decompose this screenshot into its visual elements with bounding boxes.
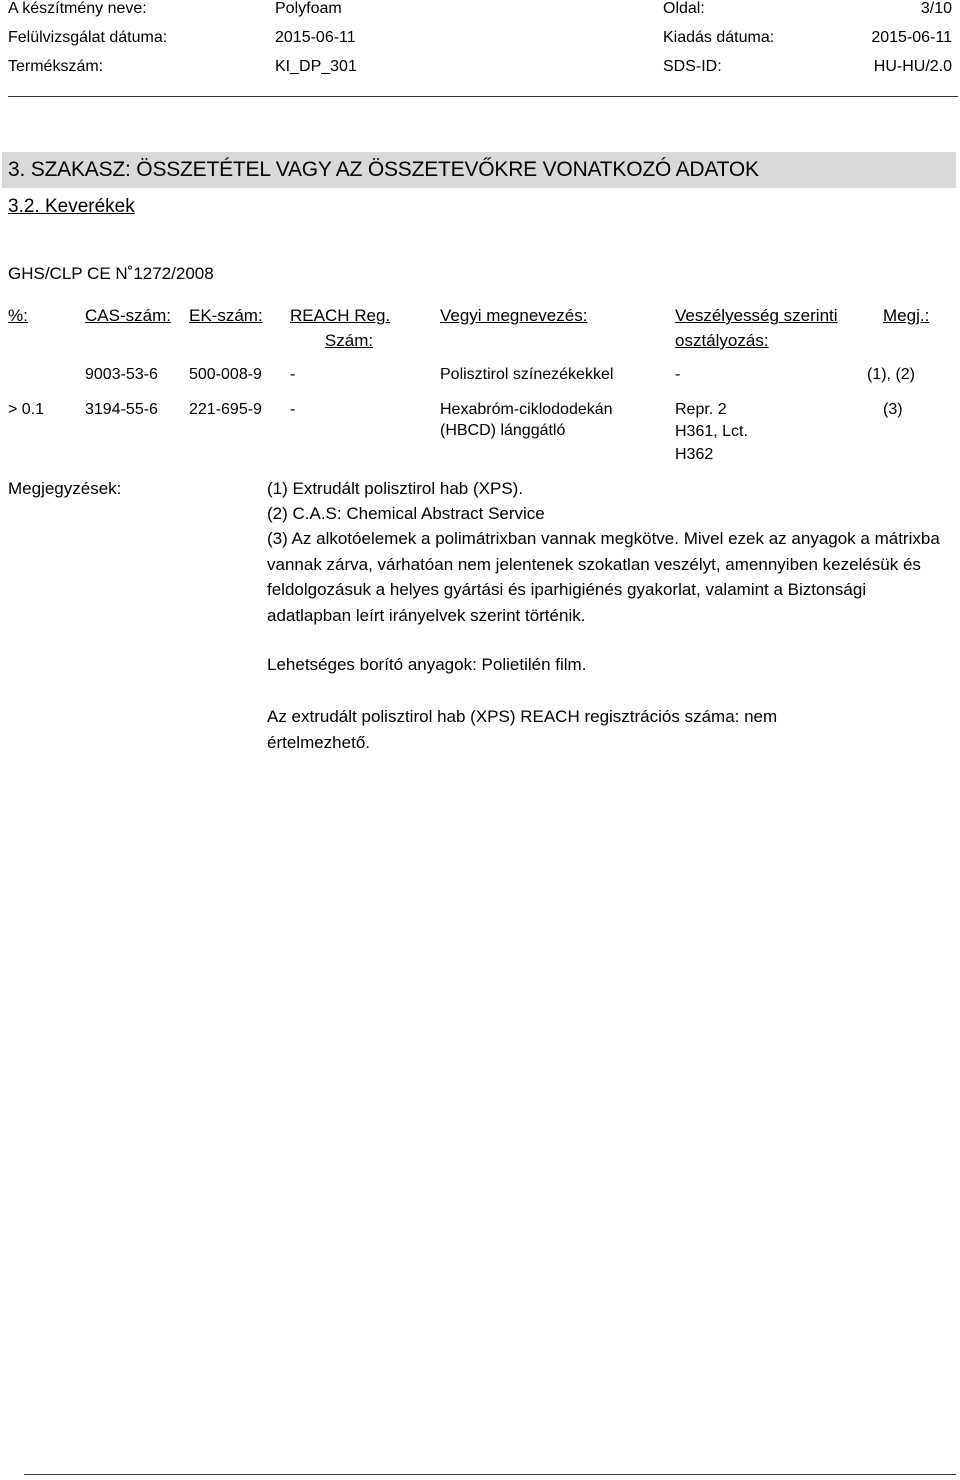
row-classification: Repr. 2 [675,401,727,418]
revision-date-label: Felülvizsgálat dátuma: [8,29,168,46]
product-number-label: Termékszám: [8,58,104,75]
row-chemical-name-line2: (HBCD) lánggátló [440,422,566,439]
row-notes: (1), (2) [867,366,915,383]
row-notes: (3) [883,401,903,418]
col-header-classification-line2: osztályozás: [675,331,769,350]
row-cas-number: 9003-53-6 [85,366,158,383]
row-reach-number: - [290,401,296,418]
covering-materials-note: Lehetséges borító anyagok: Polietilén film. [267,655,587,674]
subsection-title: 3.2. Keverékek [8,196,135,217]
page-value: 3/10 [920,0,952,17]
footer-divider [24,1474,956,1475]
row-percent: > 0.1 [8,401,45,418]
remark-1: (1) Extrudált polisztirol hab (XPS). [267,479,524,498]
row-classification-line3: H362 [675,446,714,463]
row-classification-line2: H361, Lct. [675,423,748,440]
col-header-chemical-name: Vegyi megnevezés: [440,306,588,325]
col-header-cas: CAS-szám: [85,306,171,325]
header-divider [8,96,958,97]
row-chemical-name: Polisztirol színezékekkel [440,366,614,383]
product-name-value: Polyfoam [275,0,342,17]
row-classification: - [675,366,681,383]
row-ec-number: 221-695-9 [189,401,262,418]
sds-id-value: HU-HU/2.0 [873,58,952,75]
issue-date-label: Kiadás dátuma: [663,29,775,46]
row-cas-number: 3194-55-6 [85,401,158,418]
revision-date-value: 2015-06-11 [275,29,356,46]
issue-date-value: 2015-06-11 [871,29,952,46]
col-header-percent: %: [8,306,28,325]
row-ec-number: 500-008-9 [189,366,262,383]
section-title: 3. SZAKASZ: ÖSSZETÉTEL VAGY AZ ÖSSZETEVŐKRE VONATKOZÓ ADATOK [8,158,759,181]
remark-3-paragraph: (3) Az alkotóelemek a polimátrixban vannak megkötve. Mivel ezek az anyagok a mátrixba vannak zárva, várhatóan nem jelentenek szokatlan veszélyt, amennyiben kezelésük és feldolgozásuk a helyes gyártási és iparhigiénés gyakorlat, valamint a Biztonsági adatlapban leírt irányelvek szerint történik. [267,529,940,625]
regulation-reference: GHS/CLP CE N˚1272/2008 [8,264,214,283]
col-header-ec: EK-szám: [189,306,263,325]
sds-id-label: SDS-ID: [663,58,722,75]
remarks-label: Megjegyzések: [8,479,122,498]
reach-registration-note: Az extrudált polisztirol hab (XPS) REACH regisztrációs száma: nem értelmezhető. [267,707,778,752]
row-reach-number: - [290,366,296,383]
col-header-classification-line1: Veszélyesség szerinti [675,306,838,325]
product-number-value: KI_DP_301 [275,58,357,75]
remark-2: (2) C.A.S: Chemical Abstract Service [267,504,545,523]
col-header-reach-line1: REACH Reg. [290,306,391,325]
col-header-reach-line2: Szám: [324,331,374,350]
col-header-notes: Megj.: [883,306,930,325]
row-chemical-name: Hexabróm-ciklododekán [440,401,613,418]
product-name-label: A készítmény neve: [8,0,147,17]
page-label: Oldal: [663,0,705,17]
